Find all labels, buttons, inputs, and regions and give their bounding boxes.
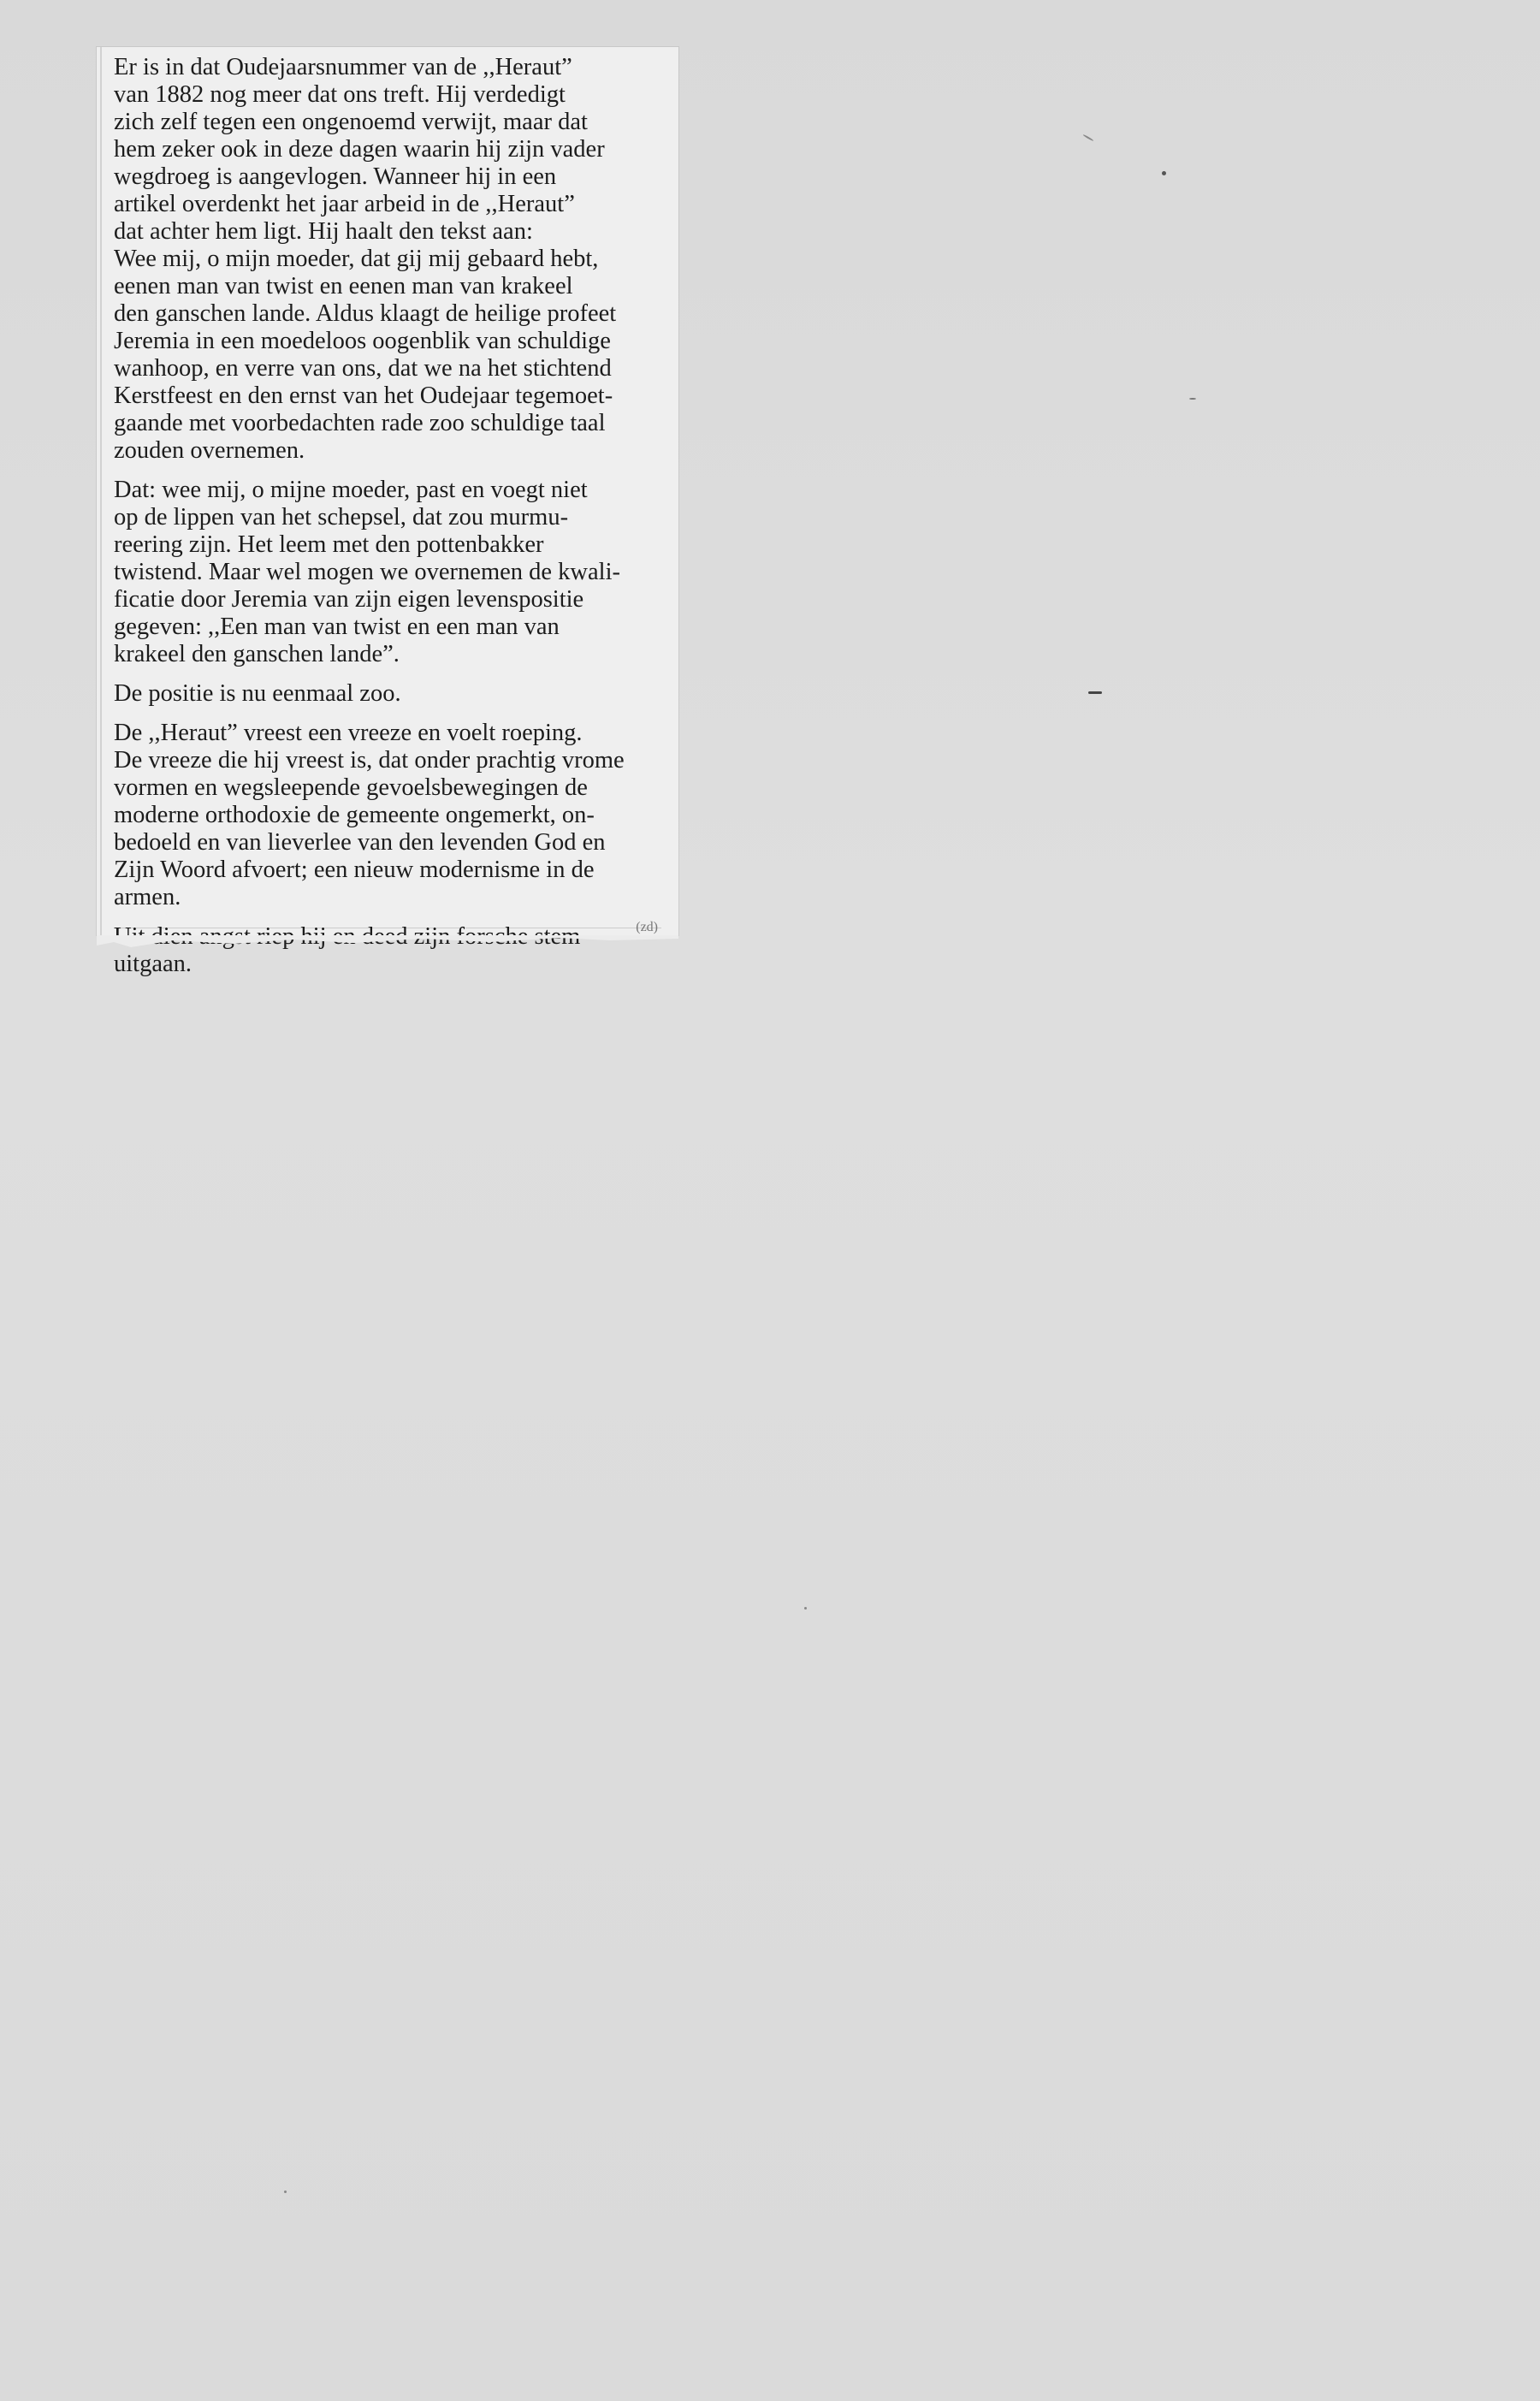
dust-speck (1088, 691, 1102, 694)
dust-speck (1082, 134, 1093, 142)
torn-edge (114, 928, 661, 934)
article-paragraph: De ,,Heraut” vreest een vreeze en voelt roeping. De vreeze die hij vreest is, dat onder prachtig vrome vormen en wegsleepende gevoelsbewegingen de moderne orthodoxie de gemeente ongemerkt, on- bedoeld en van lieverlee van den levenden God en Zijn Woord afvoert; een nieuw modernisme in de armen. (114, 720, 625, 910)
newspaper-clipping (97, 47, 678, 977)
dust-speck (1162, 171, 1166, 175)
torn-fragment-text: (zd) (636, 920, 658, 934)
article-paragraph: zijn stem uitgaan. (114, 923, 581, 977)
article-body (114, 54, 660, 990)
dust-speck (284, 2191, 287, 2193)
dust-speck (804, 1607, 807, 1610)
article-paragraph: Er is in dat Oudejaarsnummer van de ,,Heraut” van 1882 nog meer dat ons treft. Hij verdedigt zich zelf tegen een ongenoemd verwijt, maar dat hem zeker ook in deze dagen waarin hij zijn vader wegdroeg is aangevlogen. Wanneer hij in een artikel overdenkt het jaar arbeid in de ,,Heraut” dat achter hem ligt. Hij haalt den tekst aan: Wee mij, o mijn moeder, dat gij mij gebaard hebt, eenen man van twist en eenen man van krakeel den ganschen lande. Aldus klaagt de heilige profeet Jeremia in een moedeloos oogenblik van schuldige wanhoop, en verre van ons, dat we na het stichtend Kerstfeest en den ernst van het Oudejaar tegemoet- gaande met voorbedachten rade zoo schuldige taal zouden overnemen. (114, 54, 617, 464)
article-paragraph: Dat: wee mij, o mijne moeder, past en voegt niet op de lippen van het schepsel, dat zou murmu- reering zijn. Het leem met den pottenbakker twistend. Maar wel mogen we overnemen de kwali- ficatie door Jeremia van zijn eigen levenspositie gegeven: ,,Een man van twist en een man van krakeel den ganschen lande”. (114, 477, 620, 667)
torn-paper-edge (97, 935, 678, 961)
dust-speck (1189, 398, 1196, 400)
article-paragraph: De positie is nu eenmaal zoo. (114, 680, 401, 707)
